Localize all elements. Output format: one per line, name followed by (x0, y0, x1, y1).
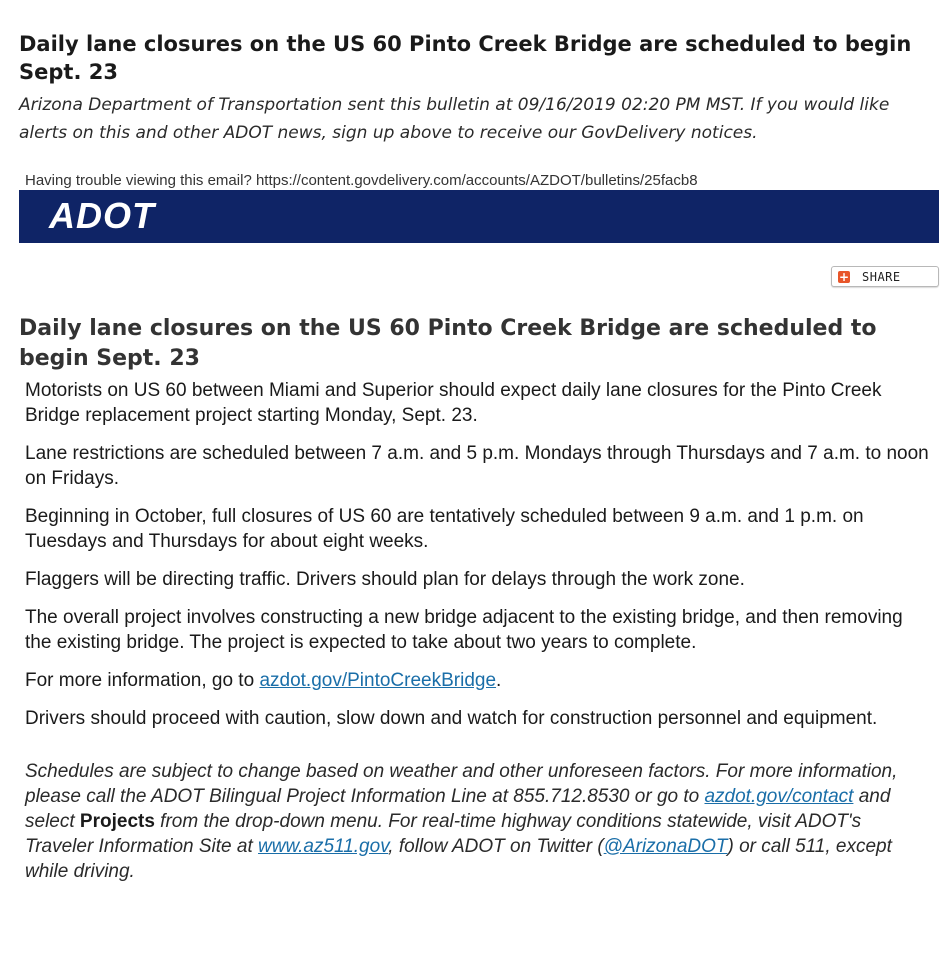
article-body (25, 378, 930, 897)
disclaimer-part-3: from the drop-down menu. For real-time highway conditions statewide, visit ADOT's Traveler Information Site at (25, 811, 862, 857)
paragraph-7: Drivers should proceed with caution, slow down and watch for construction personnel and equipment. (25, 708, 878, 729)
bulletin-title: Daily lane closures on the US 60 Pinto Creek Bridge are scheduled to begin Sept. 23 (19, 32, 912, 84)
paragraph-4: Flaggers will be directing traffic. Drivers should plan for delays through the work zone. (25, 569, 745, 590)
adot-logo: ADOT (49, 195, 155, 236)
trouble-viewing-link[interactable]: Having trouble viewing this email? https://content.govdelivery.com/accounts/AZDOT/bulletins/25facb8 (25, 172, 698, 189)
paragraph-2: Lane restrictions are scheduled between 7 a.m. and 5 p.m. Mondays through Thursdays and 7 a.m. to noon on Fridays. (25, 443, 929, 489)
arizonadot-twitter-link[interactable]: @ArizonaDOT (603, 836, 728, 857)
share-button[interactable] (831, 266, 939, 287)
disclaimer-part-1: Schedules are subject to change based on weather and other unforeseen factors. For more information, please call the ADOT Bilingual Project Information Line at 855.712.8530 or go to (25, 761, 898, 807)
disclaimer-part-2: and select (25, 786, 891, 832)
azdot-contact-link[interactable]: azdot.gov/contact (704, 786, 854, 807)
paragraph-1: Motorists on US 60 between Miami and Superior should expect daily lane closures for the Pinto Creek Bridge replacement project starting Monday, Sept. 23. (25, 380, 882, 426)
disclaimer-part-4: , follow ADOT on Twitter ( (388, 836, 604, 857)
paragraph-6 (25, 668, 930, 693)
projects-label: Projects (79, 811, 155, 832)
disclaimer-part-5: ) or call 511, except while driving. (25, 836, 892, 882)
bulletin-sender-note: Arizona Department of Transportation sent this bulletin at 09/16/2019 02:20 PM MST. If you would like alerts on this and other ADOT news, sign up above to receive our GovDelivery notices. (19, 95, 890, 143)
paragraph-5: The overall project involves constructing a new bridge adjacent to the existing bridge, and then removing the existing bridge. The project is expected to take about two years to complete. (25, 607, 903, 653)
plus-icon: + (838, 269, 850, 284)
more-info-prefix: For more information, go to (25, 670, 260, 691)
more-info-suffix: . (496, 670, 502, 691)
share-label: SHARE (862, 269, 901, 284)
pinto-creek-bridge-link[interactable]: azdot.gov/PintoCreekBridge (259, 670, 497, 691)
article-title: Daily lane closures on the US 60 Pinto Creek Bridge are scheduled to begin Sept. 23 (19, 316, 877, 371)
adot-banner (19, 190, 939, 243)
az511-link[interactable]: www.az511.gov (258, 836, 389, 857)
disclaimer (25, 759, 930, 884)
paragraph-3: Beginning in October, full closures of US 60 are tentatively scheduled between 9 a.m. and 1 p.m. on Tuesdays and Thursdays for about eight weeks. (25, 506, 864, 552)
